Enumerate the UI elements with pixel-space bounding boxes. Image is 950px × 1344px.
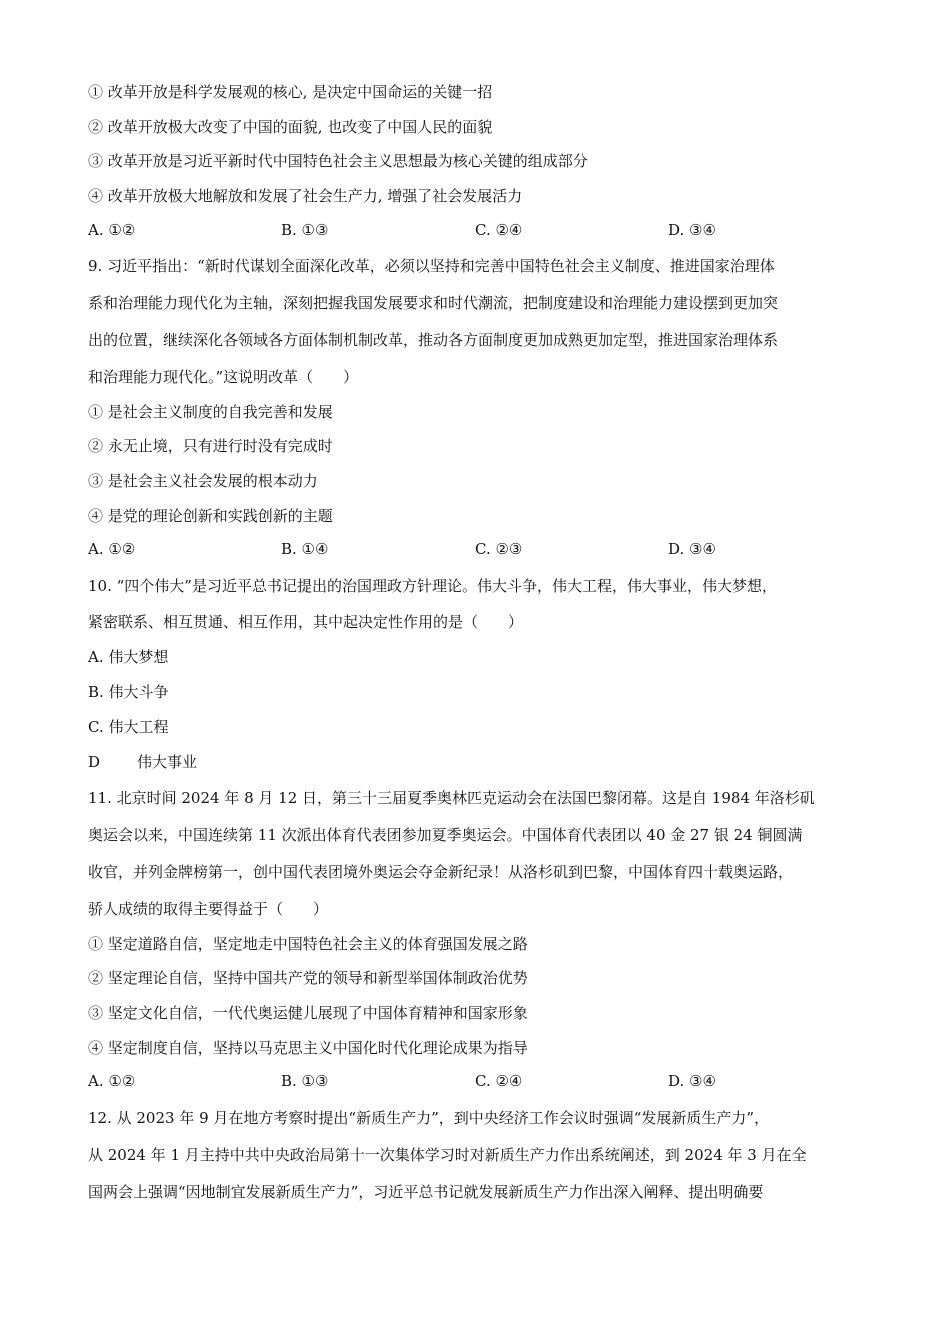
q11-option-a: A. ①②	[88, 1072, 136, 1090]
q11-option-b: B. ①③	[281, 1072, 329, 1090]
q10-stem-line-2: 紧密联系、相互贯通、相互作用，其中起决定性作用的是（ ）	[88, 613, 524, 631]
q8-option-b: B. ①③	[281, 221, 329, 239]
q9-stem-line-2: 系和治理能力现代化为主轴，深刻把握我国发展要求和时代潮流，把制度建设和治理能力建设摆到更加突	[88, 294, 779, 312]
q10-choice-d-letter: D	[88, 753, 101, 771]
q12-stem-line-3: 国两会上强调“因地制宜发展新质生产力”，习近平总书记就发展新质生产力作出深入阐释、提出明确要	[88, 1183, 764, 1201]
q8-option-d: D. ③④	[668, 221, 716, 239]
q8-item-3: ③ 改革开放是习近平新时代中国特色社会主义思想最为核心关键的组成部分	[88, 152, 588, 170]
q9-item-4: ④ 是党的理论创新和实践创新的主题	[88, 507, 333, 525]
q9-item-3: ③ 是社会主义社会发展的根本动力	[88, 472, 318, 490]
q8-item-1: ① 改革开放是科学发展观的核心, 是决定中国命运的关键一招	[88, 83, 493, 101]
q11-stem-line-4: 骄人成绩的取得主要得益于（ ）	[88, 900, 329, 918]
q12-stem-line-2: 从 2024 年 1 月主持中共中央政治局第十一次集体学习时对新质生产力作出系统阐述，到 2024 年 3 月在全	[88, 1146, 807, 1164]
q10-choice-c: C. 伟大工程	[88, 718, 169, 736]
q9-option-d: D. ③④	[668, 540, 716, 558]
q10-choice-d-text: 伟大事业	[137, 753, 198, 771]
q9-option-c: C. ②③	[475, 540, 523, 558]
q8-option-a: A. ①②	[88, 221, 136, 239]
q8-option-c: C. ②④	[475, 221, 523, 239]
q9-stem-line-3: 出的位置，继续深化各领域各方面体制机制改革，推动各方面制度更加成熟更加定型，推进国家治理体系	[88, 331, 779, 349]
q8-item-2: ② 改革开放极大改变了中国的面貌, 也改变了中国人民的面貌	[88, 118, 493, 136]
q11-option-d: D. ③④	[668, 1072, 716, 1090]
q11-stem-line-3: 收官，并列金牌榜第一，创中国代表团境外奥运会夺金新纪录！从洛杉矶到巴黎，中国体育四十载奥运路，	[88, 863, 794, 881]
q11-stem-line-2: 奥运会以来，中国连续第 11 次派出体育代表团参加夏季奥运会。中国体育代表团以 40 金 27 银 24 铜圆满	[88, 826, 803, 844]
q12-stem-line-1: 12. 从 2023 年 9 月在地方考察时提出“新质生产力”，到中央经济工作会议时强调“发展新质生产力”，	[88, 1109, 770, 1127]
q10-stem-line-1: 10. “四个伟大”是习近平总书记提出的治国理政方针理论。伟大斗争，伟大工程，伟大事业，伟大梦想，	[88, 577, 777, 595]
q11-stem-line-1: 11. 北京时间 2024 年 8 月 12 日，第三十三届夏季奥林匹克运动会在法国巴黎闭幕。这是自 1984 年洛杉矶	[88, 789, 815, 807]
q10-choice-b: B. 伟大斗争	[88, 683, 169, 701]
q8-item-4: ④ 改革开放极大地解放和发展了社会生产力, 增强了社会发展活力	[88, 187, 523, 205]
q9-stem-line-1: 9. 习近平指出：“新时代谋划全面深化改革，必须以坚持和完善中国特色社会主义制度、推进国家治理体	[88, 257, 775, 275]
q11-item-3: ③ 坚定文化自信，一代代奥运健儿展现了中国体育精神和国家形象	[88, 1004, 528, 1022]
q9-item-2: ② 永无止境，只有进行时没有完成时	[88, 437, 333, 455]
q9-item-1: ① 是社会主义制度的自我完善和发展	[88, 403, 333, 421]
q11-option-c: C. ②④	[475, 1072, 523, 1090]
q9-option-a: A. ①②	[88, 540, 136, 558]
q11-item-2: ② 坚定理论自信，坚持中国共产党的领导和新型举国体制政治优势	[88, 969, 528, 987]
q10-choice-a: A. 伟大梦想	[88, 648, 169, 666]
q11-item-4: ④ 坚定制度自信，坚持以马克思主义中国化时代化理论成果为指导	[88, 1039, 528, 1057]
q9-option-b: B. ①④	[281, 540, 329, 558]
q11-item-1: ① 坚定道路自信，坚定地走中国特色社会主义的体育强国发展之路	[88, 935, 528, 953]
q9-stem-line-4: 和治理能力现代化。”这说明改革（ ）	[88, 368, 359, 386]
